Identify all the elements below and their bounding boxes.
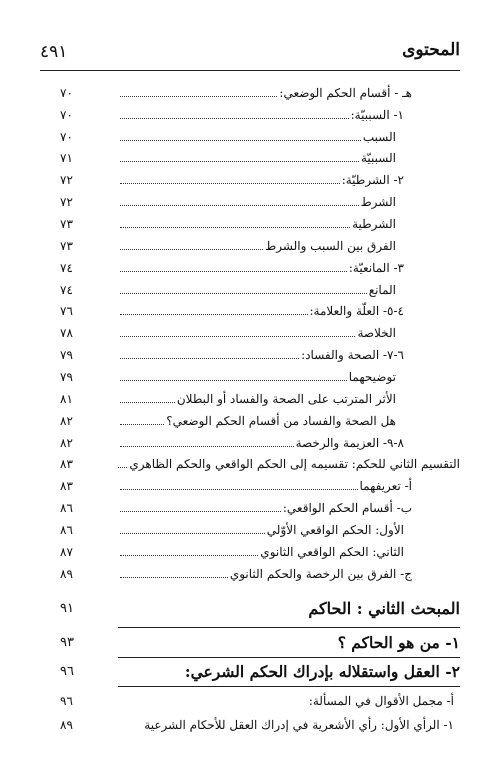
toc-entry-text: الأثر المترتب على الصحة والفساد أو البطلان [176,392,396,406]
toc-entry-text: توضيحهما [348,370,396,384]
leader-dots [120,271,347,272]
leader-dots [120,380,347,381]
toc-entry-text: الأول: الحكم الواقعي الأوّلي [266,523,404,537]
toc-entry-page: ٨٧ [60,545,73,559]
leader-dots [120,511,281,512]
leader-dots [118,467,127,468]
toc-entry [0,390,500,408]
subsection-entry [0,632,500,654]
leader-dots [120,402,175,403]
toc-entry-page: ٨٣ [60,479,73,493]
toc-entry-text: السبب [362,130,396,144]
toc-entry-page: ٧٩ [60,370,73,384]
leader-dots [120,140,361,141]
leader-dots [120,96,277,97]
running-header-title: المحتوى [402,40,460,60]
toc-entry [0,346,500,364]
toc-entry [0,215,500,233]
toc-entry [0,692,500,710]
leader-dots [120,489,358,490]
header-rule [40,70,460,71]
toc-entry-text: ٢- الشرطيّة: [341,173,404,187]
toc-entry-page: ٧٩ [60,348,73,362]
toc-entry-text: ٤-٥- العلّة والعلامة: [309,304,404,318]
toc-entry [0,716,500,734]
toc-entry [0,543,500,561]
toc-entry [0,237,500,255]
leader-dots [120,314,308,315]
toc-entry-page: ٧٤ [60,261,73,275]
toc-entry [0,412,500,430]
toc-entry-page: ٧٨ [60,326,73,340]
toc-entry [0,84,500,102]
toc-entry [0,302,500,320]
toc-entry-text: المانع [368,283,396,297]
toc-entry-text: ٨-٩- العزيمة والرخصة [295,436,404,450]
toc-entry-page: ٨٢ [60,414,73,428]
toc-entry-text: السببيّة [361,151,396,165]
toc-entry [0,477,500,495]
toc-entry-page: ٧٦ [60,304,73,318]
leader-dots [120,183,340,184]
leader-dots [120,358,299,359]
toc-entry-text: التقسيم الثاني للحكم: تقسيمه إلى الحكم الواقعي والحكم الظاهري [129,457,460,471]
toc-entry-page: ٧٢ [60,195,73,209]
toc-entry [0,128,500,146]
leader-dots [120,336,355,337]
subsection-text: ٢- العقل واستقلاله بإدراك الحكم الشرعي: [184,662,460,681]
toc-entry-text: الثاني: الحكم الواقعي الثانوي [260,545,404,559]
toc-entry-page: ٨٢ [60,436,73,450]
toc-entry [0,434,500,452]
toc-entry-text: ١- السببيّة: [350,108,404,122]
leader-dots [120,577,228,578]
toc-entry [0,565,500,583]
toc-entry-page: ٨١ [60,392,73,406]
leader-dots [120,249,263,250]
toc-entry-text: ٦-٧- الصحة والفساد: [301,348,404,362]
toc-entry [0,521,500,539]
toc-entry [0,499,500,517]
toc-entry-text: الخلاصة [357,326,396,340]
toc-entry-text: الشرطية [352,217,396,231]
toc-entry-page: ٧٣ [60,239,73,253]
section-page: ٩١ [60,601,74,616]
subsection-rule [118,627,460,628]
toc-entry-text: أ- مجمل الأقوال في المسألة: [308,694,454,708]
toc-entry-text: ب- أقسام الحكم الواقعي: [282,501,412,515]
toc-entry-page: ٨٦ [60,501,73,515]
subsection-page: ٩٣ [60,635,74,650]
leader-dots [120,446,294,447]
toc-entry-page: ٧١ [60,151,73,165]
toc-entry-text: الشرط [360,195,396,209]
subsection-rule [118,657,460,658]
toc-entry [0,171,500,189]
leader-dots [120,293,367,294]
toc-entry-page: ٨٦ [60,523,73,537]
subsection-text: ١- من هو الحاكم ؟ [337,633,460,652]
toc-entry-page: ٨٩ [60,567,73,581]
toc-entry-text: هل الصحة والفساد من أقسام الحكم الوضعي؟ [166,414,396,428]
section-heading [0,598,500,620]
toc-entry-text: ٣- المانعيّة: [348,261,404,275]
toc-entry [0,455,500,473]
section-title: المبحث الثاني : الحاكم [308,599,460,618]
leader-dots [120,533,265,534]
page-number: ٤٩١ [40,42,68,62]
leader-dots [120,555,258,556]
leader-dots [120,227,350,228]
toc-entry [0,149,500,167]
toc-entry-text: ج- الفرق بين الرخصة والحكم الثانوي [229,567,412,581]
leader-dots [120,205,359,206]
leader-dots [120,161,359,162]
toc-entry-page: ٩٦ [60,694,73,708]
toc-entry-page: ٧٣ [60,217,73,231]
subsection-rule [118,686,460,687]
toc-entry-text: أ- تعريفهما [359,479,412,493]
toc-entry-text: ١- الرأي الأول: رأي الأشعرية في إدراك العقل للأحكام الشرعية [144,718,454,732]
toc-entry-page: ٧٠ [60,86,73,100]
leader-dots [120,118,349,119]
toc-entry [0,324,500,342]
toc-entry-page: ٧٠ [60,130,73,144]
toc-entry [0,259,500,277]
subsection-entry [0,661,500,683]
toc-entry-page: ٧٠ [60,108,73,122]
toc-entry [0,193,500,211]
subsection-page: ٩٦ [60,664,74,679]
leader-dots [120,424,164,425]
toc-entry [0,281,500,299]
toc-entry [0,368,500,386]
toc-entry-page: ٨٩ [60,718,73,732]
toc-entry [0,106,500,124]
toc-entry-page: ٧٤ [60,283,73,297]
toc-entry-text: هـ - أقسام الحكم الوضعي: [279,86,412,100]
toc-entry-text: الفرق بين السبب والشرط [265,239,396,253]
toc-entry-page: ٨٣ [60,457,73,471]
toc-entry-page: ٧٢ [60,173,73,187]
